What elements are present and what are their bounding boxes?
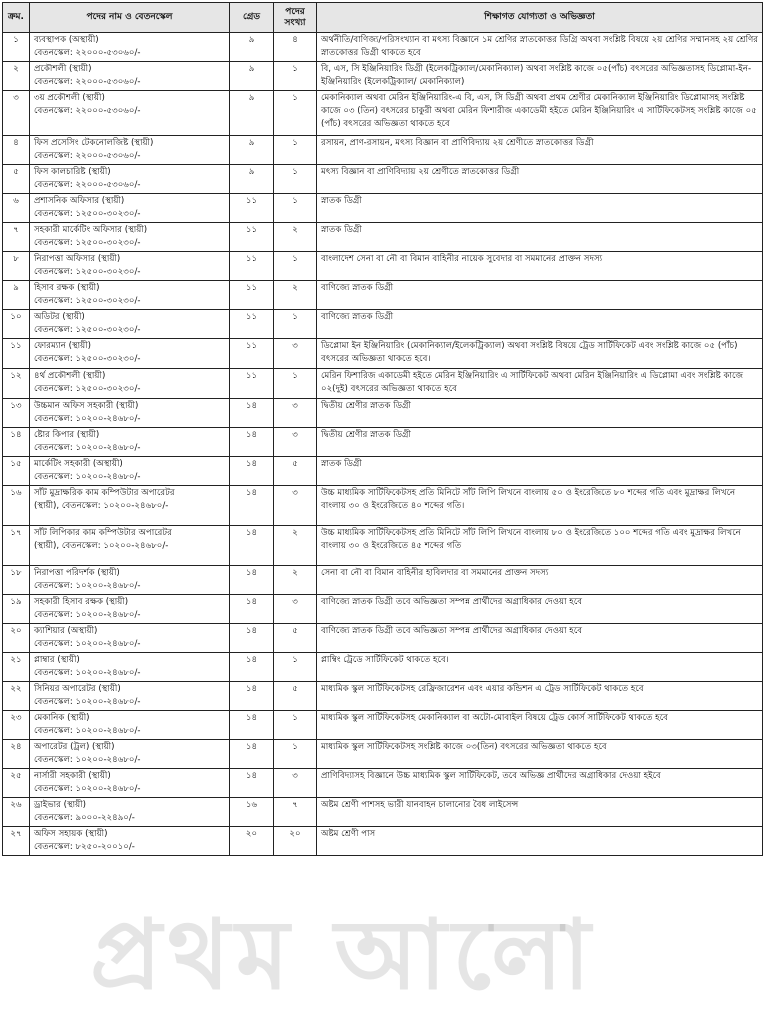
grade-cell: ৯	[230, 62, 274, 91]
grade-cell: ১৪	[230, 526, 274, 566]
post-cell	[30, 457, 230, 486]
count-cell: ১	[274, 136, 317, 165]
qualification-cell: অর্থনীতি/বাণিজ্য/পরিসংখ্যান বা মৎস্য বিজ্ঞানে ১ম শ্রেণির স্নাতকোত্তর ডিগ্রি অথবা সংশ্লিষ্ট বিষয়ে ২য় শ্রেণির সম্মানসহ ২য় শ্রেণির স্নাতকোত্তর ডিগ্রী থাকতে হবে	[317, 33, 763, 62]
pay-scale: বেতনস্কেল: ৯০০০-২২৪৯০/-	[34, 813, 135, 823]
qualification-cell: উচ্চ মাধ্যমিক সার্টিফিকেটসহ প্রতি মিনিটে সাঁট লিপি লিখনে বাংলায় ৮০ ও ইংরেজিতে ১০০ শব্দের গতি এবং মুদ্রাক্ষর লিখনে বাংলায় ৩০ ও ইংরেজিতে ৪৫ শব্দের গতি	[317, 526, 763, 566]
qualification-cell: বাণিজ্যে স্নাতক ডিগ্রী	[317, 310, 763, 339]
count-cell: ২০	[274, 827, 317, 856]
qualification-cell: বি, এস, সি ইঞ্জিনিয়ারিং ডিগ্রী (ইলেকট্রিক্যাল/মেকানিক্যাল) অথবা সংশ্লিষ্ট কাজে ০৫(পাঁচ) বৎসরের অভিজ্ঞতাসহ ডিপ্লোমা-ইন-ইঞ্জিনিয়ারিং (ইলেকট্রিক্যাল/ মেকানিক্যাল)	[317, 62, 763, 91]
count-cell: ১	[274, 62, 317, 91]
qualification-cell: বাণিজ্যে স্নাতক ডিগ্রী	[317, 281, 763, 310]
count-cell: ৭	[274, 798, 317, 827]
serial-cell: ২১	[3, 653, 30, 682]
serial-cell: ২৬	[3, 798, 30, 827]
count-cell: ৫	[274, 682, 317, 711]
count-cell: ৫	[274, 457, 317, 486]
table-row	[3, 91, 763, 136]
post-cell	[30, 91, 230, 136]
post-name: নিরাপত্তা পরিদর্শক (স্থায়ী)	[34, 568, 120, 578]
job-circular-sheet	[2, 2, 762, 856]
serial-cell: ১০	[3, 310, 30, 339]
serial-cell: ৫	[3, 165, 30, 194]
serial-cell: ২৩	[3, 711, 30, 740]
post-cell	[30, 711, 230, 740]
count-cell: ১	[274, 165, 317, 194]
post-cell	[30, 428, 230, 457]
grade-cell: ৯	[230, 91, 274, 136]
header-serial: ক্রম.	[3, 3, 30, 33]
table-row	[3, 827, 763, 856]
post-name: নিরাপত্তা অফিসার (স্থায়ী)	[34, 254, 121, 264]
serial-cell: ২০	[3, 624, 30, 653]
table-row	[3, 310, 763, 339]
table-row	[3, 595, 763, 624]
qualification-cell: ডিপ্লোমা ইন ইঞ্জিনিয়ারিং (মেকানিক্যাল/ইলেকট্রিক্যাল) অথবা সংশ্লিষ্ট বিষয়ে ট্রেড সার্টিফিকেট এবং সংশ্লিষ্ট কাজে ০৫ (পাঁচ) বৎসরের অভিজ্ঞতা থাকতে হবে।	[317, 339, 763, 369]
serial-cell: ১৫	[3, 457, 30, 486]
post-name: সাঁট লিপিকার কাম কম্পিউটার অপারেটর	[34, 528, 172, 538]
serial-cell: ২	[3, 62, 30, 91]
table-row	[3, 740, 763, 769]
pay-scale: বেতনস্কেল: ১০২০০-২৪৬৮০/-	[34, 639, 141, 649]
pay-scale: (স্থায়ী), বেতনস্কেল: ১০২০০-২৪৬৮০/-	[34, 541, 169, 551]
post-name: প্রশাসনিক অফিসার (স্থায়ী)	[34, 196, 125, 206]
table-row	[3, 798, 763, 827]
post-cell	[30, 399, 230, 428]
count-cell: ২	[274, 223, 317, 252]
qualification-cell: মাধ্যমিক স্কুল সার্টিফিকেটসহ সংশ্লিষ্ট কাজে ০৩(তিন) বৎসরের অভিজ্ঞতা থাকতে হবে	[317, 740, 763, 769]
pay-scale: বেতনস্কেল: ১০২০০-২৪৬৮০/-	[34, 668, 141, 678]
serial-cell: ৩	[3, 91, 30, 136]
serial-cell: ৬	[3, 194, 30, 223]
serial-cell: ৯	[3, 281, 30, 310]
pay-scale: বেতনস্কেল: ১২৫০০-৩০২৩০/-	[34, 325, 141, 335]
count-cell: ১	[274, 369, 317, 399]
table-row	[3, 399, 763, 428]
table-row	[3, 566, 763, 595]
grade-cell: ১৪	[230, 595, 274, 624]
qualification-cell: মেরিন ফিশারিজ একাডেমী হইতে মেরিন ইঞ্জিনিয়ারিং এ সার্টিফিকেট অথবা মেরিন ইঞ্জিনিয়ারিং এ ডিপ্লোমা এবং সংশ্লিষ্ট কাজে ০২(দুই) বৎসরের অভিজ্ঞতা থাকতে হবে	[317, 369, 763, 399]
pay-scale: বেতনস্কেল: ১২৫০০-৩০২৩০/-	[34, 238, 141, 248]
post-name: ফোরম্যান (স্থায়ী)	[34, 341, 92, 351]
post-cell	[30, 223, 230, 252]
pay-scale: বেতনস্কেল: ২২০০০-৫৩০৬০/-	[34, 106, 141, 116]
post-name: অফিস সহায়ক (স্থায়ী)	[34, 829, 108, 839]
pay-scale: বেতনস্কেল: ১২৫০০-৩০২৩০/-	[34, 267, 141, 277]
post-name: ষ্টোর কিপার (স্থায়ী)	[34, 430, 100, 440]
post-cell	[30, 369, 230, 399]
serial-cell: ৮	[3, 252, 30, 281]
grade-cell: ৯	[230, 33, 274, 62]
post-cell	[30, 281, 230, 310]
pay-scale: বেতনস্কেল: ১০২০০-২৪৬৮০/-	[34, 697, 141, 707]
table-row	[3, 339, 763, 369]
count-cell: ২	[274, 526, 317, 566]
grade-cell: ১৪	[230, 457, 274, 486]
serial-cell: ২৫	[3, 769, 30, 798]
serial-cell: ১৩	[3, 399, 30, 428]
serial-cell: ১৮	[3, 566, 30, 595]
qualification-cell: স্নাতক ডিগ্রী	[317, 194, 763, 223]
serial-cell: ১২	[3, 369, 30, 399]
pay-scale: বেতনস্কেল: ৮২৫০-২০০১০/-	[34, 842, 135, 852]
qualification-cell: দ্বিতীয় শ্রেণীর স্নাতক ডিগ্রী	[317, 399, 763, 428]
serial-cell: ১৪	[3, 428, 30, 457]
grade-cell: ১৪	[230, 740, 274, 769]
grade-cell: ১৪	[230, 566, 274, 595]
table-row	[3, 136, 763, 165]
grade-cell: ১১	[230, 252, 274, 281]
table-row	[3, 281, 763, 310]
pay-scale: (স্থায়ী), বেতনস্কেল: ১০২০০-২৪৬৮০/-	[34, 501, 169, 511]
pay-scale: বেতনস্কেল: ১০২০০-২৪৬৮০/-	[34, 443, 141, 453]
table-row	[3, 769, 763, 798]
post-name: মার্কেটিং সহকারী (অস্থায়ী)	[34, 459, 123, 469]
qualification-cell: উচ্চ মাধ্যমিক সার্টিফিকেটসহ প্রতি মিনিটে সাঁট লিপি লিখনে বাংলায় ৫০ ও ইংরেজিতে ৮০ শব্দের গতি এবং মুদ্রাক্ষর লিখনে বাংলায় ৩০ ও ইংরেজিতে ৪০ শব্দের গতি।	[317, 486, 763, 526]
post-name: ব্যবস্থাপক (অস্থায়ী)	[34, 35, 99, 45]
header-grade: গ্রেড	[230, 3, 274, 33]
qualification-cell: স্নাতক ডিগ্রী	[317, 457, 763, 486]
post-name: নার্সারী সহকারী (স্থায়ী)	[34, 771, 111, 781]
table-row	[3, 653, 763, 682]
qualification-cell: বাণিজ্যে স্নাতক ডিগ্রী তবে অভিজ্ঞতা সম্পন্ন প্রার্থীদের অগ্রাধিকার দেওয়া হবে	[317, 624, 763, 653]
count-cell: ৩	[274, 339, 317, 369]
qualification-cell: স্নাতক ডিগ্রী	[317, 223, 763, 252]
pay-scale: বেতনস্কেল: ১০২০০-২৪৬৮০/-	[34, 472, 141, 482]
table-row	[3, 682, 763, 711]
post-cell	[30, 740, 230, 769]
header-count: পদের সংখ্যা	[274, 3, 317, 33]
serial-cell: ২২	[3, 682, 30, 711]
post-cell	[30, 165, 230, 194]
serial-cell: ৪	[3, 136, 30, 165]
header-qualification: শিক্ষাগত যোগ্যতা ও অভিজ্ঞতা	[317, 3, 763, 33]
watermark: প্রথম আলো	[90, 898, 597, 1011]
grade-cell: ৯	[230, 165, 274, 194]
table-row	[3, 369, 763, 399]
serial-cell: ১	[3, 33, 30, 62]
count-cell: ৩	[274, 486, 317, 526]
post-name: সাঁট মুদ্রাক্ষরিক কাম কম্পিউটার অপারেটর	[34, 488, 175, 498]
post-name: হিসাব রক্ষক (স্থায়ী)	[34, 283, 100, 293]
grade-cell: ১৪	[230, 653, 274, 682]
pay-scale: বেতনস্কেল: ১২৫০০-৩০২৩০/-	[34, 209, 141, 219]
serial-cell: ১৭	[3, 526, 30, 566]
pay-scale: বেতনস্কেল: ১০২০০-২৪৬৮০/-	[34, 414, 141, 424]
pay-scale: বেতনস্কেল: ২২০০০-৫৩০৬০/-	[34, 180, 141, 190]
grade-cell: ১৪	[230, 428, 274, 457]
grade-cell: ১১	[230, 310, 274, 339]
count-cell: ৪	[274, 33, 317, 62]
count-cell: ১	[274, 252, 317, 281]
pay-scale: বেতনস্কেল: ১০২০০-২৪৬৮০/-	[34, 610, 141, 620]
qualification-cell: বাংলাদেশ সেনা বা নৌ বা বিমান বাহিনীর নায়েক সুবেদার বা সমমানের প্রাক্তন সদস্য	[317, 252, 763, 281]
post-name: ফিস কালচারিষ্ট (স্থায়ী)	[34, 167, 111, 177]
table-row	[3, 62, 763, 91]
post-cell	[30, 136, 230, 165]
table-row	[3, 457, 763, 486]
qualification-cell: দ্বিতীয় শ্রেণীর স্নাতক ডিগ্রী	[317, 428, 763, 457]
count-cell: ২	[274, 281, 317, 310]
table-header-row	[3, 3, 763, 33]
post-name: সিনিয়র অপারেটর (স্থায়ী)	[34, 684, 121, 694]
count-cell: ৩	[274, 399, 317, 428]
post-cell	[30, 526, 230, 566]
table-row	[3, 624, 763, 653]
table-body	[3, 33, 763, 856]
post-name: মেকানিক (স্থায়ী)	[34, 713, 90, 723]
grade-cell: ১৬	[230, 798, 274, 827]
grade-cell: ১১	[230, 223, 274, 252]
job-posts-table	[2, 2, 763, 856]
qualification-cell: বাণিজ্যে স্নাতক ডিগ্রী তবে অভিজ্ঞতা সম্পন্ন প্রার্থীদের অগ্রাধিকার দেওয়া হবে	[317, 595, 763, 624]
post-cell	[30, 769, 230, 798]
serial-cell: ১৬	[3, 486, 30, 526]
count-cell: ১	[274, 194, 317, 223]
grade-cell: ৯	[230, 136, 274, 165]
grade-cell: ১৪	[230, 682, 274, 711]
table-row	[3, 428, 763, 457]
post-cell	[30, 310, 230, 339]
post-cell	[30, 33, 230, 62]
pay-scale: বেতনস্কেল: ১০২০০-২৪৬৮০/-	[34, 581, 141, 591]
post-cell	[30, 682, 230, 711]
pay-scale: বেতনস্কেল: ২২০০০-৫৩০৬০/-	[34, 151, 141, 161]
pay-scale: বেতনস্কেল: ১২৫০০-৩০২৩০/-	[34, 384, 141, 394]
post-cell	[30, 595, 230, 624]
post-name: উচ্চমান অফিস সহকারী (স্থায়ী)	[34, 401, 139, 411]
grade-cell: ১৪	[230, 769, 274, 798]
post-cell	[30, 827, 230, 856]
post-cell	[30, 252, 230, 281]
post-name: ফিস প্রসেসিং টেকনোলজিষ্ট (স্থায়ী)	[34, 138, 154, 148]
qualification-cell: রসায়ন, প্রাণ-রসায়ন, মৎস্য বিজ্ঞান বা প্রাণিবিদ্যায় ২য় শ্রেণীতে স্নাতকোত্তর ডিগ্রী	[317, 136, 763, 165]
post-name: প্লাম্বার (স্থায়ী)	[34, 655, 80, 665]
table-row	[3, 33, 763, 62]
post-name: অপারেটর (ট্রল) (স্থায়ী)	[34, 742, 115, 752]
post-name: অডিটর (স্থায়ী)	[34, 312, 85, 322]
post-name: সহকারী মার্কেটিং অফিসার (স্থায়ী)	[34, 225, 148, 235]
count-cell: ১	[274, 711, 317, 740]
table-row	[3, 526, 763, 566]
post-cell	[30, 624, 230, 653]
post-cell	[30, 194, 230, 223]
count-cell: ৩	[274, 769, 317, 798]
pay-scale: বেতনস্কেল: ১০২০০-২৪৬৮০/-	[34, 755, 141, 765]
grade-cell: ১১	[230, 194, 274, 223]
qualification-cell: অষ্টম শ্রেণী পাশসহ ভারী যানবাহন চালানোর বৈধ লাইসেন্স	[317, 798, 763, 827]
count-cell: ১	[274, 310, 317, 339]
qualification-cell: মৎস্য বিজ্ঞান বা প্রাণিবিদ্যায় ২য় শ্রেণীতে স্নাতকোত্তর ডিগ্রী	[317, 165, 763, 194]
post-name: ৩য় প্রকৌশলী (স্থায়ী)	[34, 93, 105, 103]
pay-scale: বেতনস্কেল: ২২০০০-৫৩০৬০/-	[34, 77, 141, 87]
serial-cell: ২৭	[3, 827, 30, 856]
count-cell: ৩	[274, 595, 317, 624]
post-cell	[30, 62, 230, 91]
qualification-cell: মাধ্যমিক স্কুল সার্টিফিকেটসহ মেকানিক্যাল বা অটো-মোবাইল বিষয়ে ট্রেড কোর্স সার্টিফিকেট থাকতে হবে	[317, 711, 763, 740]
table-row	[3, 223, 763, 252]
qualification-cell: প্লাম্বিং ট্রেডে সার্টিফিকেট থাকতে হবে।	[317, 653, 763, 682]
qualification-cell: মাধ্যমিক স্কুল সার্টিফিকেটসহ রেফ্রিজারেশন এবং এয়ার কন্ডিশন এ ট্রেড সার্টিফিকেট থাকতে হবে	[317, 682, 763, 711]
count-cell: ২	[274, 566, 317, 595]
count-cell: ৩	[274, 428, 317, 457]
pay-scale: বেতনস্কেল: ১০২০০-২৪৬৮০/-	[34, 726, 141, 736]
post-name: ৪র্থ প্রকৌশলী (স্থায়ী)	[34, 371, 106, 381]
post-name: ড্রাইভার (স্থায়ী)	[34, 800, 87, 810]
table-row	[3, 252, 763, 281]
pay-scale: বেতনস্কেল: ১২৫০০-৩০২৩০/-	[34, 354, 141, 364]
table-row	[3, 711, 763, 740]
grade-cell: ১৪	[230, 711, 274, 740]
header-post: পদের নাম ও বেতনস্কেল	[30, 3, 230, 33]
post-cell	[30, 339, 230, 369]
pay-scale: বেতনস্কেল: ১০২০০-২৪৬৮০/-	[34, 784, 141, 794]
table-row	[3, 194, 763, 223]
count-cell: ১	[274, 653, 317, 682]
serial-cell: ৭	[3, 223, 30, 252]
count-cell: ১	[274, 91, 317, 136]
qualification-cell: সেনা বা নৌ বা বিমান বাহিনীর হাবিলদার বা সমমানের প্রাক্তন সদস্য	[317, 566, 763, 595]
grade-cell: ১১	[230, 339, 274, 369]
qualification-cell: মেকানিক্যাল অথবা মেরিন ইঞ্জিনিয়ারিং-এ বি, এস, সি ডিগ্রী অথবা প্রথম শ্রেণীর মেকানিক্যাল ইঞ্জিনিয়ারিং ডিপ্লোমাসহ সংশ্লিষ্ট কাজে ০৩ (তিন) বৎসরের চাকুরী অথবা মেরিন ফিশারীজ একাডেমী হইতে মেরিন ইঞ্জিনিয়ারিং এ সার্টিফিকেটসহ সংশ্লিষ্ট কাজে ০৫ (পাঁচ) বৎসরের অভিজ্ঞতা থাকতে হবে	[317, 91, 763, 136]
post-name: প্রকৌশলী (স্থায়ী)	[34, 64, 92, 74]
qualification-cell: প্রাণিবিদ্যাসহ বিজ্ঞানে উচ্চ মাধ্যমিক স্কুল সার্টিফিকেট, তবে অভিজ্ঞ প্রার্থীদের অগ্রাধিকার দেওয়া হইবে	[317, 769, 763, 798]
post-cell	[30, 798, 230, 827]
serial-cell: ১৯	[3, 595, 30, 624]
grade-cell: ২০	[230, 827, 274, 856]
pay-scale: বেতনস্কেল: ২২০০০-৫৩০৬০/-	[34, 48, 141, 58]
grade-cell: ১১	[230, 369, 274, 399]
post-name: ক্যাশিয়ার (অস্থায়ী)	[34, 626, 98, 636]
grade-cell: ১৪	[230, 624, 274, 653]
table-row	[3, 486, 763, 526]
table-row	[3, 165, 763, 194]
grade-cell: ১৪	[230, 486, 274, 526]
post-cell	[30, 653, 230, 682]
count-cell: ৫	[274, 624, 317, 653]
serial-cell: ১১	[3, 339, 30, 369]
count-cell: ১	[274, 740, 317, 769]
post-cell	[30, 566, 230, 595]
grade-cell: ১৪	[230, 399, 274, 428]
pay-scale: বেতনস্কেল: ১২৫০০-৩০২৩০/-	[34, 296, 141, 306]
post-cell	[30, 486, 230, 526]
grade-cell: ১১	[230, 281, 274, 310]
qualification-cell: অষ্টম শ্রেণী পাস	[317, 827, 763, 856]
post-name: সহকারী হিসাব রক্ষক (স্থায়ী)	[34, 597, 129, 607]
serial-cell: ২৪	[3, 740, 30, 769]
